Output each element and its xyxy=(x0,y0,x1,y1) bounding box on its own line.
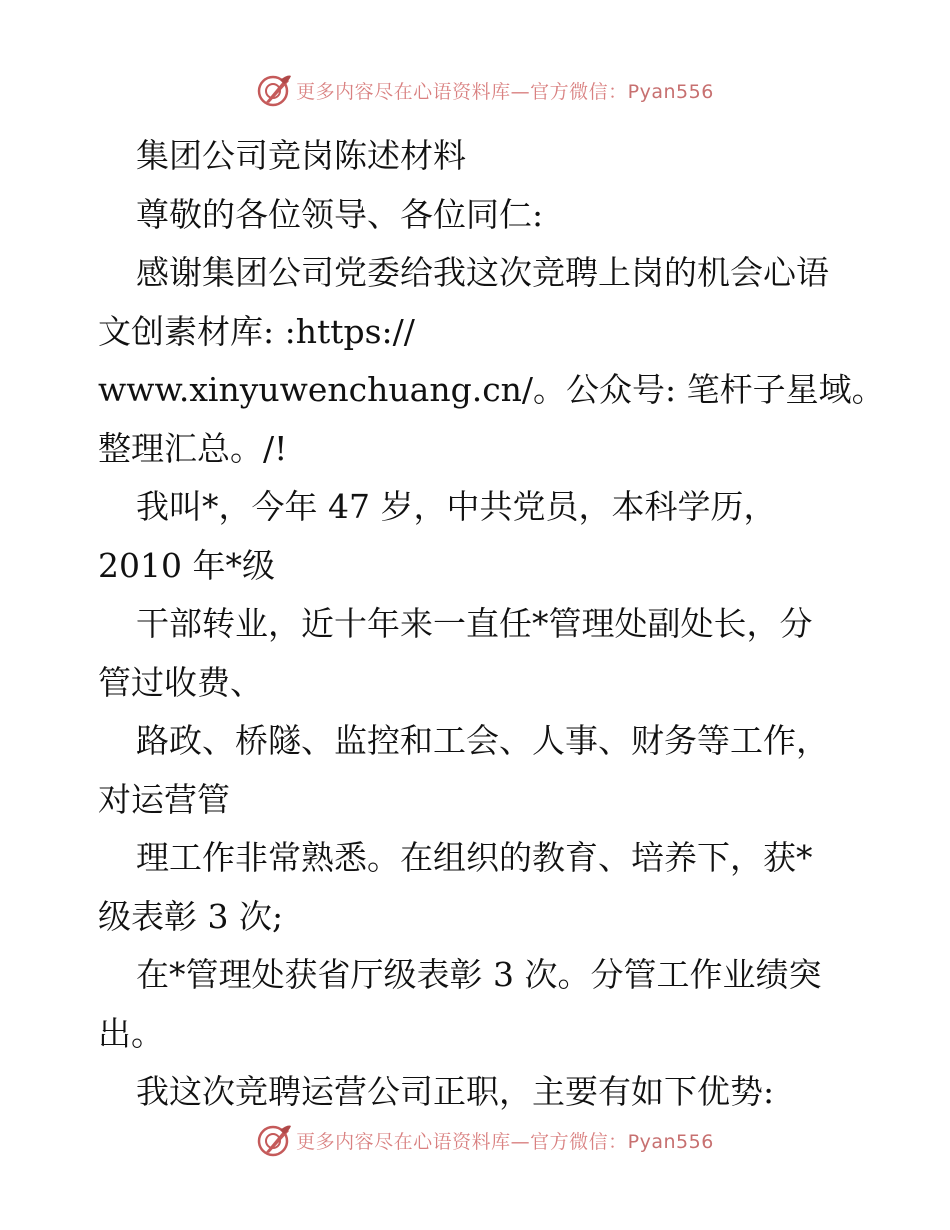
quill-logo-icon xyxy=(256,1122,292,1158)
text-line: 整理汇总。/! xyxy=(98,428,288,468)
text-line: 出。 xyxy=(98,1013,164,1053)
watermark-id: Pyan556 xyxy=(627,1130,714,1153)
footer-watermark xyxy=(0,1120,950,1160)
text-line: 集团公司竞岗陈述材料 xyxy=(136,136,466,175)
text-line: 管过收费、 xyxy=(98,662,263,702)
text-line: 2010 年*级 xyxy=(98,545,275,585)
watermark-text: 更多内容尽在心语资料库—官方微信：Pyan556 xyxy=(296,80,714,103)
text-line: 尊敬的各位领导、各位同仁: xyxy=(136,194,544,234)
text-line: 对运营管 xyxy=(98,779,230,819)
text-line: 路政、桥隧、监控和工会、人事、财务等工作， xyxy=(136,721,829,760)
text-line: 干部转业，近十年来一直任*管理处副处长，分 xyxy=(136,604,813,643)
header-watermark xyxy=(0,70,950,110)
text-line: 我这次竞聘运营公司正职，主要有如下优势: xyxy=(136,1072,775,1111)
text-line: 理工作非常熟悉。在组织的教育、培养下，获* xyxy=(136,838,813,877)
text-line: 文创素材库: :https:// xyxy=(98,311,415,351)
document-body xyxy=(98,127,885,1122)
text-line: www.xinyuwenchuang.cn/。公众号: 笔杆子星域。 xyxy=(98,370,885,409)
watermark-text: 更多内容尽在心语资料库—官方微信：Pyan556 xyxy=(296,1130,714,1153)
quill-logo-icon xyxy=(256,72,292,108)
text-line: 级表彰 3 次; xyxy=(98,896,284,936)
text-line: 我叫*，今年 47 岁，中共党员，本科学历， xyxy=(136,487,777,526)
text-line: 在*管理处获省厅级表彰 3 次。分管工作业绩突 xyxy=(136,955,822,994)
text-line: 感谢集团公司党委给我这次竞聘上岗的机会心语 xyxy=(136,253,829,292)
watermark-id: Pyan556 xyxy=(627,80,714,103)
